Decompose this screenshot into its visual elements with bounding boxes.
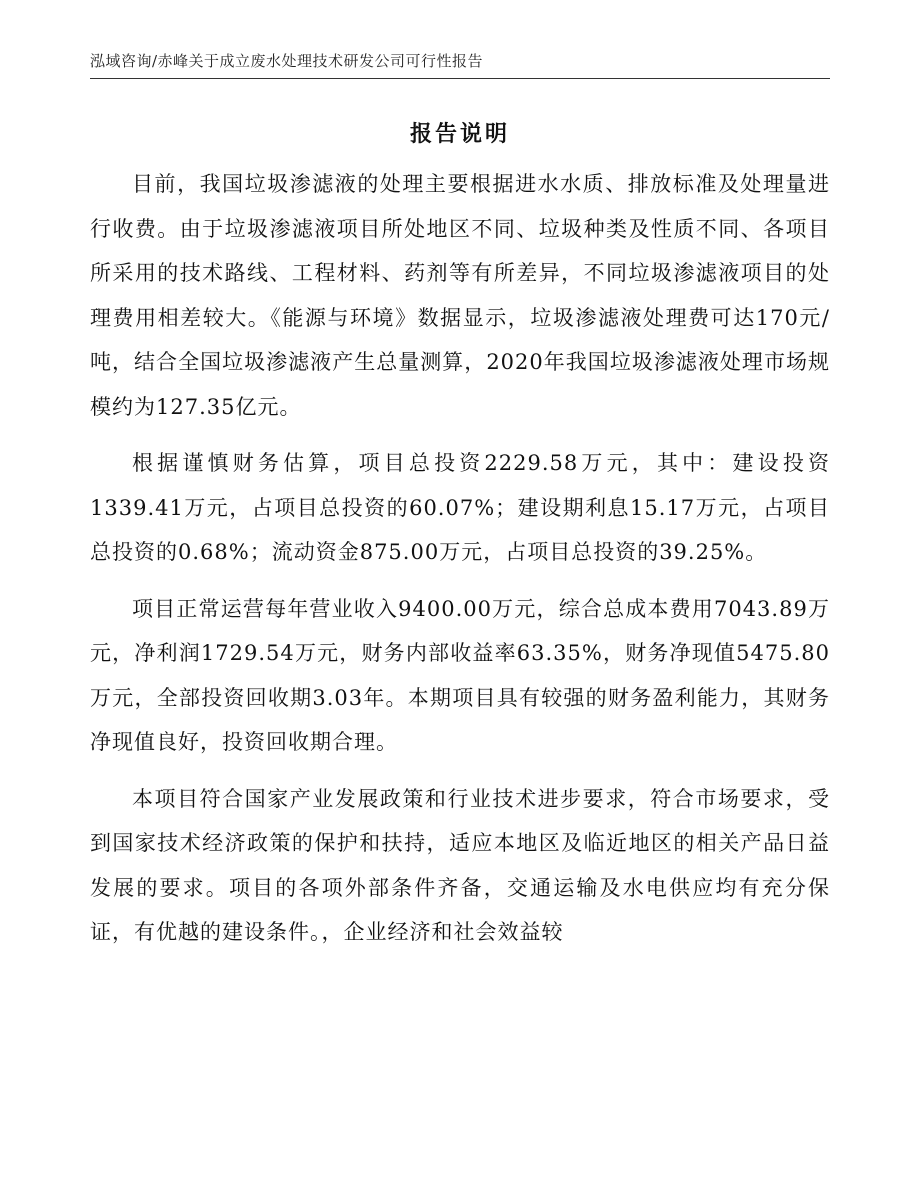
header-divider: [90, 78, 830, 79]
running-header: 泓域咨询/赤峰关于成立废水处理技术研发公司可行性报告: [90, 52, 484, 70]
paragraph-policy-compliance: 本项目符合国家产业发展政策和行业技术进步要求，符合市场要求，受到国家技术经济政策的保护和扶持，适应本地区及临近地区的相关产品日益发展的要求。项目的各项外部条件齐备，交通运输及水电供应均有充分保证，有优越的建设条件。，企业经济和社会效益较: [90, 786, 830, 944]
page-title: 报告说明: [409, 121, 510, 147]
paragraph-operating-financials: 项目正常运营每年营业收入9400.00万元，综合总成本费用7043.89万元，净利润1729.54万元，财务内部收益率63.35%，财务净现值5475.80万元，全部投资回收期3.03年。本期项目具有较强的财务盈利能力，其财务净现值良好，投资回收期合理。: [90, 596, 830, 754]
paragraph-market-overview: 目前，我国垃圾渗滤液的处理主要根据进水水质、排放标准及处理量进行收费。由于垃圾渗滤液项目所处地区不同、垃圾种类及性质不同、各项目所采用的技术路线、工程材料、药剂等有所差异，不同垃圾渗滤液项目的处理费用相差较大。《能源与环境》数据显示，垃圾渗滤液处理费可达170元/吨，结合全国垃圾渗滤液产生总量测算，2020年我国垃圾渗滤液处理市场规模约为127.35亿元。: [90, 172, 830, 419]
document-body: [90, 162, 830, 967]
paragraph-investment-estimate: 根据谨慎财务估算，项目总投资2229.58万元，其中：建设投资1339.41万元，占项目总投资的60.07%；建设期利息15.17万元，占项目总投资的0.68%；流动资金875.00万元，占项目总投资的39.25%。: [90, 451, 830, 564]
